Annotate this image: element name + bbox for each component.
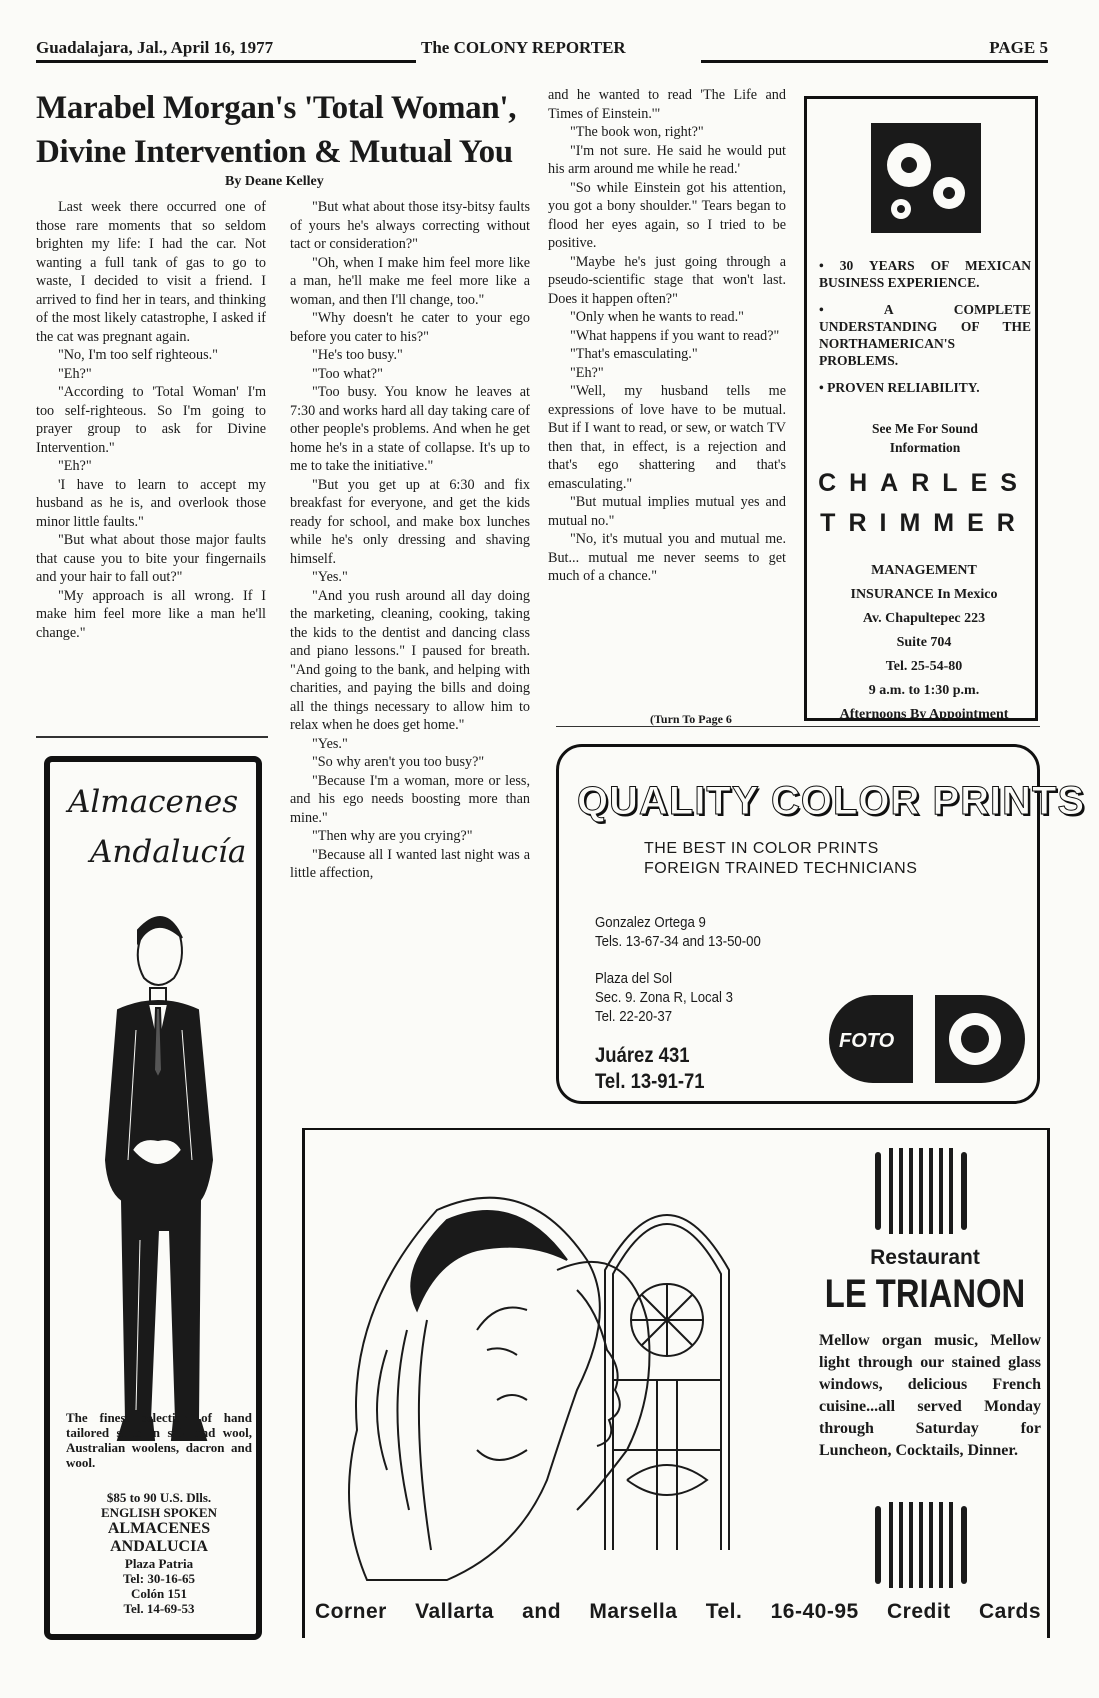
contact-line: Tel. 25-54-80 — [885, 659, 963, 674]
article-paragraph: 'I have to learn to accept my husband as he is, and overlook those minor little faults." — [36, 476, 266, 530]
article-paragraph: "Yes." — [312, 569, 348, 585]
address-line: Tel. 13-91-71 — [595, 1070, 705, 1093]
gears-icon — [871, 123, 981, 233]
article-paragraph: "So while Einstein got his attention, you got a bony shoulder." Tears began to flood her eyes again, so I tried to be positive. — [548, 179, 786, 251]
decorative-bars-icon — [871, 1146, 971, 1236]
store-address-2 — [595, 969, 733, 1026]
bullet-item: • 30 YEARS OF MEXICAN BUSINESS EXPERIENCE. — [819, 258, 1031, 290]
store-address-3 — [595, 1043, 705, 1095]
logo-text: FOTO — [839, 1030, 895, 1052]
language-line: ENGLISH SPOKEN — [101, 1505, 217, 1520]
ad-tagline — [644, 839, 917, 879]
article-paragraph: "So why aren't you too busy?" — [312, 754, 485, 770]
article-paragraph: "Oh, when I make him feel more like a man, he'll make me feel more like a woman, and then I'll change, too." — [290, 254, 530, 308]
article-paragraph: "Eh?" — [570, 364, 604, 381]
article-paragraph: "Because I'm a woman, more or less, and his ego needs boosting more than mine." — [290, 772, 530, 826]
article-paragraph: "But mutual implies mutual yes and mutual no." — [548, 494, 786, 529]
address-line: Tels. 13-67-34 and 13-50-00 — [595, 933, 761, 950]
advertiser-last-name: TRIMMER — [820, 509, 1028, 537]
address-line: Plaza del Sol — [595, 970, 673, 987]
store-phone: Tel: 30-16-65 — [122, 1571, 196, 1586]
store-address: Plaza Patria — [124, 1556, 194, 1571]
article-paragraph: "Too what?" — [312, 365, 383, 382]
article-paragraph: "No, it's mutual you and mutual me. But... mutual me never seems to get much of a chance." — [548, 531, 786, 584]
advertiser-contact — [815, 559, 1033, 727]
article-paragraph: "But you get up at 6:30 and fix breakfast for everyone, and get the kids ready for school, and make box lunches while he's only dressing and shaving himself. — [290, 476, 530, 567]
article-paragraph: "But what about those major faults that cause you to bite your fingernails and your hair to fall out?" — [36, 532, 266, 585]
headline-line: Divine Intervention & Mutual You — [36, 134, 513, 170]
article-paragraph: "My approach is all wrong. If I make him feel more like a man he'll change." — [36, 587, 266, 641]
byline: By Deane Kelley — [225, 174, 324, 189]
restaurant-footer: Corner Vallarta and Marsella Tel. 16-40-95 Credit Cards — [315, 1600, 1041, 1623]
column-rule — [36, 736, 268, 738]
masthead-rule — [701, 60, 1048, 63]
ad-store-info — [60, 1490, 258, 1616]
article-column-1 — [36, 198, 266, 642]
article-headline — [36, 86, 548, 174]
tagline-line: THE BEST IN COLOR PRINTS — [644, 840, 879, 857]
ad-description: The finest selection of hand tailored suits in silk and wool, Australian woolens, dacron and wool. — [66, 1410, 252, 1470]
bullet-item: • PROVEN RELIABILITY. — [819, 380, 980, 395]
article-paragraph: "And you rush around all day doing the marketing, cleaning, cooking, taking the kids to the dentist and dancing class and piano lessons." I paused for breath. "And going to the bank, and helping with charities, and paying the bills and doing all the things necessary to allow him to relax when he does get home." — [290, 587, 530, 733]
restaurant-description: Mellow organ music, Mellow light through our stained glass windows, delicious French cuisine...all served Monday through Saturday for Luncheon, Cocktails, Dinner. — [819, 1332, 1041, 1459]
advertiser-first-name: CHARLES — [818, 469, 1030, 497]
article-paragraph: "Eh?" — [58, 365, 92, 382]
store-phone: Tel. 14-69-53 — [123, 1601, 195, 1616]
article-paragraph: "According to 'Total Woman' I'm too self-righteous. So I'm going to prayer group to ask for Divine Intervention." — [36, 384, 266, 456]
contact-line: INSURANCE In Mexico — [850, 587, 998, 602]
ad-title: QUALITY COLOR PRINTS — [577, 779, 1086, 823]
ad-almacenes-andalucia — [44, 756, 262, 1640]
address-line: Tel. 22-20-37 — [595, 1008, 673, 1025]
store-name: ALMACENES — [107, 1520, 211, 1537]
article-paragraph: "Then why are you crying?" — [312, 828, 473, 844]
article-paragraph: and he wanted to read 'The Life and Times of Einstein.'" — [548, 87, 786, 122]
contact-line: Suite 704 — [896, 635, 952, 650]
contact-line: Av. Chapultepec 223 — [862, 611, 986, 626]
contact-line: MANAGEMENT — [871, 563, 977, 578]
ad-le-trianon — [302, 1128, 1050, 1638]
paper-name: The COLONY REPORTER — [421, 38, 626, 57]
masthead-rule — [36, 60, 416, 63]
address-line: Juárez 431 — [595, 1044, 690, 1067]
ad-subtext-line: Information — [889, 440, 961, 455]
article-paragraph: "Too busy. You know he leaves at 7:30 and works hard all day taking care of other people's problems. And when he get home he's in a state of collapse. It's up to me to take the initiative." — [290, 384, 530, 474]
article-paragraph: "What happens if you want to read?" — [570, 327, 780, 344]
article-paragraph: "That's emasculating." — [570, 346, 698, 362]
ad-script-title: Andalucía — [90, 834, 247, 870]
ad-quality-color-prints — [556, 744, 1086, 1104]
article-paragraph: "But what about those itsy-bitsy faults of yours he's always correcting without tact or consideration?" — [290, 199, 530, 252]
man-in-suit-illustration — [78, 900, 238, 1460]
service-bullets — [819, 257, 1031, 406]
address-line: Sec. 9. Zona R, Local 3 — [595, 989, 733, 1006]
article-paragraph: "No, I'm too self righteous." — [58, 347, 218, 363]
page-number: PAGE 5 — [989, 38, 1048, 57]
address-line: Gonzalez Ortega 9 — [595, 914, 706, 931]
decorative-bars-icon — [871, 1500, 971, 1590]
article-paragraph: "Well, my husband tells me expressions of love have to be mutual. But if I want to read, or sew, or watch TV then that, in effect, is a rejection and that's ego shattering and that's emasculating." — [548, 383, 786, 492]
bullet-item: • A COMPLETE UNDERSTANDING OF THE NORTHAMERICAN'S PROBLEMS. — [819, 302, 1031, 368]
headline-line: Marabel Morgan's 'Total Woman', — [36, 90, 517, 126]
article-paragraph: "Eh?" — [58, 458, 92, 474]
article-column-2 — [290, 198, 530, 883]
article-column-3 — [548, 86, 786, 586]
price-line: $85 to 90 U.S. Dlls. — [106, 1490, 212, 1505]
ad-charles-trimmer — [804, 96, 1038, 721]
restaurant-label: Restaurant — [870, 1246, 980, 1269]
continued-note: (Turn To Page 6 — [650, 712, 732, 726]
contact-line: Afternoons By Appointment — [839, 707, 1009, 722]
restaurant-name: LE TRIANON — [824, 1272, 1026, 1316]
article-paragraph: "Yes." — [312, 735, 348, 752]
article-paragraph: "Only when he wants to read." — [570, 309, 744, 325]
article-paragraph: "Because all I wanted last night was a little affection, — [290, 846, 530, 881]
article-paragraph: "Why doesn't he cater to your ego before you cater to his?" — [290, 310, 530, 345]
article-paragraph: "Maybe he's just going through a pseudo-scientific stage that won't last. Does it happen often?" — [548, 253, 786, 307]
couple-stained-glass-illustration — [327, 1150, 827, 1590]
foto-logo — [827, 991, 1027, 1087]
ad-subtext — [819, 419, 1031, 457]
store-address-1 — [595, 913, 761, 951]
article-paragraph: "He's too busy." — [312, 347, 403, 363]
contact-line: 9 a.m. to 1:30 p.m. — [868, 683, 980, 698]
store-address: Colón 151 — [131, 1586, 187, 1601]
article-paragraph: "The book won, right?" — [570, 124, 704, 140]
ad-script-title: Almacenes — [68, 784, 239, 820]
store-name: ANDALUCIA — [110, 1538, 208, 1555]
article-paragraph: "I'm not sure. He said he would put his arm around me while he read.' — [548, 142, 786, 177]
dateline: Guadalajara, Jal., April 16, 1977 — [36, 38, 274, 57]
ad-subtext-line: See Me For Sound — [872, 421, 978, 436]
article-paragraph: Last week there occurred one of those rare moments that so seldom brighten my life: I had the car. Not wanting a full tank of gas to go to waste, I decided to visit a friend. I arrived to find her in tears, and thinking of the most likely catastrophe, I asked if the cat was pregnant again. — [36, 199, 266, 345]
masthead — [36, 34, 1048, 62]
tagline-line: FOREIGN TRAINED TECHNICIANS — [644, 860, 918, 877]
